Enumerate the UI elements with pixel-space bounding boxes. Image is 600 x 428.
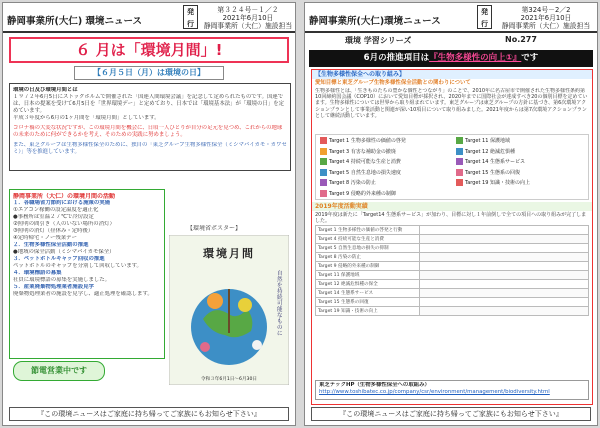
aichi-target-item [320, 190, 452, 199]
news-page-2 [304, 2, 598, 426]
target-icon [320, 179, 327, 186]
target-icon [320, 148, 327, 155]
table-row [316, 226, 589, 235]
issue-info [203, 6, 293, 30]
target-label: Target 14 生態系サービス [465, 159, 526, 165]
aichi-target-item [456, 179, 588, 188]
page2-footer-notice: 『この環境ニュースはご家庭に持ち帰ってご家族にもお知らせ下さい』 [311, 407, 591, 421]
env-day-subheading: 【６月５日（月）は環境の日】 [74, 66, 224, 80]
row-detail [419, 307, 588, 316]
activity-3: ３．ペットボトルキャップ回収の推進 [13, 256, 105, 262]
section-biodiversity-title: 【生物多様性保全への取り組み】 [312, 70, 592, 79]
aichi-target-item [320, 137, 452, 146]
table-row [316, 235, 589, 244]
study-series-heading [309, 35, 593, 49]
aichi-target-item [456, 158, 588, 167]
study-series-label: 環境 学習シリーズ [345, 36, 412, 45]
table-row [316, 253, 589, 262]
theme-suffix: です [521, 53, 539, 63]
env-month-banner: ６ 月は「環境月間」! [9, 37, 289, 63]
company-link-box [315, 380, 589, 400]
aichi-target-item [320, 169, 452, 178]
results-body: 2019年度は新たに「Target14 生態系サービス」が加わり、目標に対し１年前倒しで全ての項目への取り組みが完了しました。 [315, 212, 587, 225]
target-label: Target 19 知識・技術の向上 [465, 180, 531, 186]
table-row [316, 271, 589, 280]
activities-title: 静岡事業所（大仁）の環境月間の活動 [13, 193, 116, 200]
results-table [315, 225, 589, 316]
activity-5: ５．産業廃棄物処理業者施設見学 [13, 284, 94, 290]
target-label: Target 12 絶滅危惧種 [465, 148, 516, 155]
row-target: Target 14 生態系サービス [316, 289, 420, 298]
row-detail [419, 298, 588, 307]
activity-1d: ③照明の消灯（昼休み・定時後） [13, 228, 94, 234]
poster-caption: 令和３年6月1日～6月30日 [201, 377, 257, 382]
biodiversity-link[interactable]: http://www.toshibatec.co.jp/company/csr/environment/management/biodiversity.html [319, 389, 550, 395]
row-target: Target 11 保護地域 [316, 271, 420, 280]
intro-call-to-action: コロナ禍の大変な状況ですが、この環境月間を機会に、日頃一人ひとりが自分の足元を見つめ、これからの地球の未来のために何ができるかを考え、そのための実践に努めましょう。 [13, 125, 283, 138]
row-target: Target 9 侵略的外来種の制御 [316, 262, 420, 271]
target-icon [456, 169, 463, 176]
row-target: Target 5 自然生息地の損失の抑制 [316, 244, 420, 253]
issuer-dept: 静岡事業所（大仁）施設担当 [501, 22, 591, 30]
study-series-number: No.277 [505, 35, 537, 44]
target-label: Target 15 生態系の回復 [465, 169, 521, 176]
target-icon [456, 158, 463, 165]
activity-3a: ペットボトルのキャップを分別して回収しています。 [13, 263, 142, 269]
page2-header [305, 3, 597, 33]
poster-label: 【環境省ポスター】 [187, 225, 242, 232]
newsletter-title: 静岡事業所(大仁) 環境ニュース [7, 16, 143, 27]
section-results-title: 2019年度活動実績 [312, 202, 592, 211]
table-row [316, 280, 589, 289]
row-target: Target 12 絶滅危惧種の保全 [316, 280, 420, 289]
poster-title: 環境月間 [203, 247, 255, 260]
row-detail [419, 271, 588, 280]
monthly-theme-bar [309, 50, 593, 67]
activity-1b: ●事務所は室温２７℃で冷房設定 [13, 214, 94, 220]
env-month-poster [169, 235, 289, 385]
power-saving-sign: 節電営業中です [13, 361, 105, 381]
target-icon [320, 169, 327, 176]
row-target: Target 8 汚染の防止 [316, 253, 420, 262]
page1-footer-notice: 『この環境ニュースはご家庭に持ち帰ってご家族にもお知らせ下さい』 [9, 407, 289, 421]
activity-1a: ①エアコン稼働の設定温度を適正化 [13, 207, 99, 213]
news-page-1 [2, 2, 296, 426]
row-target: Target 19 知識・技術の向上 [316, 307, 420, 316]
activity-2a: ●地域の保全活動（ミシマバイカモ保全） [13, 249, 115, 255]
issuer-dept: 静岡事業所（大仁）施設担当 [203, 22, 293, 30]
issued-label: 発行 [477, 5, 492, 29]
results-table-wrap [315, 225, 589, 316]
issue-number: 第３２４号－１／２ [217, 6, 279, 14]
aichi-target-item [320, 158, 452, 167]
env-day-explanation [9, 83, 291, 171]
row-target: Target 1 生物多様性の価値の啓発と行動 [316, 226, 420, 235]
row-detail [419, 244, 588, 253]
target-label: Target 5 自然生息地の損失速度 [329, 169, 401, 176]
aichi-targets-figure [315, 134, 589, 200]
newsletter-title: 静岡事業所(大仁)環境ニュース [309, 16, 441, 27]
row-detail [419, 262, 588, 271]
target-icon [456, 148, 463, 155]
issue-date: 2021年6月10日 [520, 14, 572, 22]
target-label: Target 3 有害な補助金の撤廃 [329, 148, 396, 155]
issue-date: 2021年6月10日 [222, 14, 274, 22]
issued-label: 発行 [183, 5, 198, 29]
target-icon [320, 190, 327, 197]
table-row [316, 262, 589, 271]
row-detail [419, 235, 588, 244]
activity-1e: ④定時帰宅・ノー残業デー [13, 235, 77, 241]
intro-biodiversity-note: また、東芝グループは生物多様性保全のために、独自の「東芝グループ生物多様性保全（ミシマバイカモ・カワセミ）」等を推進しています。 [13, 142, 287, 155]
aichi-target-item [456, 169, 588, 178]
target-icon [320, 158, 327, 165]
target-label: Target 8 汚染の防止 [329, 180, 376, 186]
issue-number: 第324号－2／2 [521, 6, 571, 14]
activity-1: １．各職場省力節約における施策の実施 [13, 200, 111, 206]
intro-paragraph-2: 平成３年度から6月の1ヶ月間を「環境月間」としています。 [13, 115, 160, 121]
activities-box [9, 189, 165, 359]
table-row [316, 307, 589, 316]
activity-1c: ②照明の間引き（人のいない場所の消灯） [13, 221, 115, 227]
target-icon [456, 179, 463, 186]
target-icon [320, 137, 327, 144]
aichi-target-item [456, 137, 588, 146]
row-detail [419, 226, 588, 235]
issue-info [497, 6, 595, 30]
table-row [316, 244, 589, 253]
target-label: Target 11 保護地域 [465, 138, 511, 144]
target-label: Target 9 侵略的外来種の制御 [329, 190, 396, 197]
theme-prefix: 6月の推進項目は [363, 53, 430, 63]
row-detail [419, 280, 588, 289]
intro-title: 環境の日及び環境月間とは [13, 87, 78, 93]
activity-4a: 社員に環境標語の募集を実施しました。 [13, 277, 111, 283]
target-label: Target 1 生物多様性の価値の啓発 [329, 138, 406, 144]
row-detail [419, 289, 588, 298]
target-label: Target 4 持続可能な生産と消費 [329, 159, 401, 165]
aichi-target-item [320, 148, 452, 157]
table-row [316, 289, 589, 298]
aichi-subtitle: 愛知目標と東芝グループ生物多様性保全活動との関わりについて [315, 80, 471, 86]
row-target: Target 15 生態系の回復 [316, 298, 420, 307]
row-detail [419, 253, 588, 262]
activity-4: ４．環境標語の募集 [13, 270, 62, 276]
aichi-target-item [456, 148, 588, 157]
biodiversity-article [311, 69, 593, 405]
link-title: 東芝テックHP（生物多様性保全への取組み） [319, 382, 430, 388]
target-icon [456, 137, 463, 144]
poster-tagline: 自然を持続可能なものに [277, 271, 283, 337]
activity-5a: 廃棄物処理業者の施設を見学し、適正処理を確認します。 [13, 291, 153, 297]
row-target: Target 4 持続可能な生産と消費 [316, 235, 420, 244]
biodiversity-body: 生物多様性とは、「生きものたちの豊かな個性とつながり」のことで、2010年に名古屋市で開催された生物多様性条約第10回締約国会議（COP10）において愛知目標が採択され、2020年までに国際社会が達成すべき20の個別目標を定めています。生物多様性については世界から取り組まれています。東芝グループは東芝グループの方針に基づき、第6次環境アクションプランとして事業活動と関連が深い10項目について取り組みました。2021年度からは第7次環境アクションプランとして継続活動しています。 [315, 88, 588, 119]
table-row [316, 298, 589, 307]
activity-2: ２．生物多様性保全活動の推進 [13, 242, 89, 248]
aichi-target-item [320, 179, 452, 188]
intro-paragraph: １９７２年6月5日にストックホルムで開催された「国連人間環境会議」を記念して定められたものです。国連では、日本の提案を受けて6月5日を「世界環境デー」と定めており、日本では「環境基本法」が「環境の日」を定めています。 [13, 94, 285, 114]
theme-highlight: 『生物多様性の向上①』 [429, 53, 522, 63]
page1-header [3, 3, 295, 33]
